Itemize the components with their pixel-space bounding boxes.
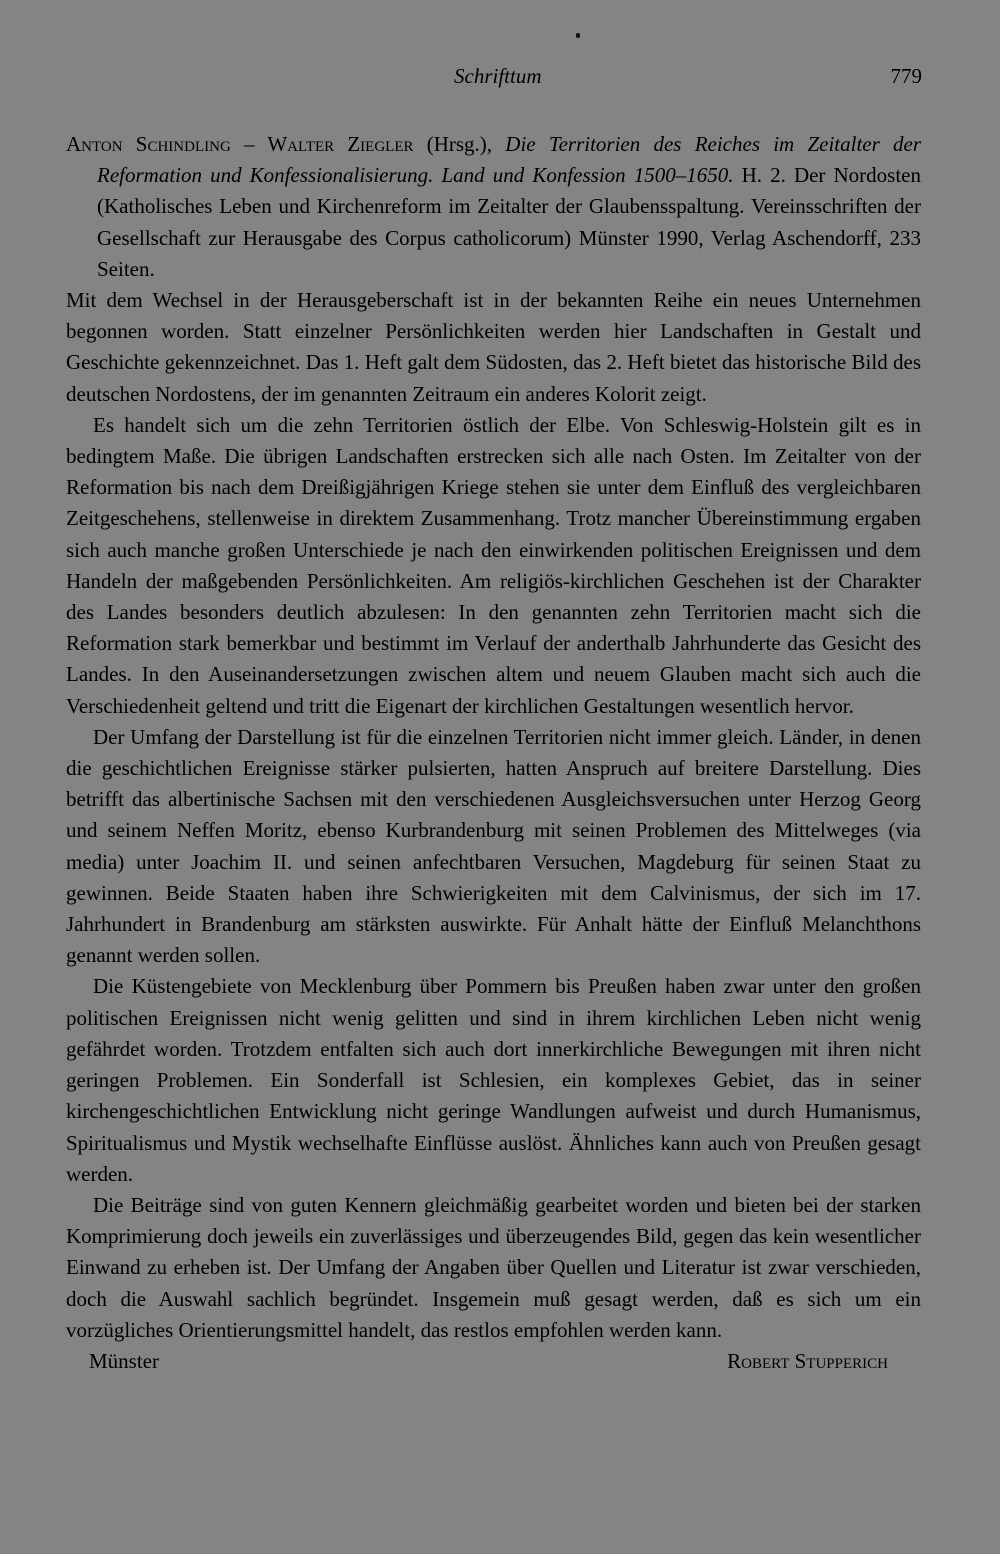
- paragraph-3: Der Umfang der Darstellung ist für die einzelnen Territorien nicht immer gleich. Länder, in denen die geschichtlichen Ereignisse stärker pulsierten, hatten Anspruch auf breitere Darstellung. Dies betrifft das albertinische Sachsen mit den verschiedenen Ausgleichsversuchen unter Herzog Georg und seinem Neffen Moritz, ebenso Kurbrandenburg mit seinen Problemen des Mittelweges (via media) unter Joachim II. und seinen anfechtbaren Versuchen, Magdeburg für seinen Staat zu gewinnen. Beide Staaten haben ihre Schwierigkeiten mit dem Calvinismus, der sich im 17. Jahrhundert in Brandenburg am stärksten auswirkte. Für Anhalt hätte der Einfluß Melanchthons genannt werden sollen.: [66, 724, 921, 968]
- book-title: Die Territorien des Reiches im Zeitalter der Reformation und Konfessionalisierung. Land und Konfession 1500–1650.: [97, 132, 921, 188]
- signature-place: Münster: [89, 1348, 159, 1373]
- review-body: [66, 129, 921, 1378]
- editors: Anton Schindling – Walter Ziegler: [66, 132, 414, 156]
- paragraph-1: Mit dem Wechsel in der Herausgeberschaft ist in der bekannten Reihe ein neues Unternehmen begonnen worden. Statt einzelner Persönlichkeiten werden hier Landschaften in Gestalt und Geschichte gekennzeichnet. Das 1. Heft galt dem Südosten, das 2. Heft bietet das historische Bild des deutschen Nordostens, der im genannten Zeitraum ein anderes Kolorit zeigt.: [66, 288, 921, 406]
- bibliographic-entry: [66, 129, 921, 285]
- page-number: 779: [890, 64, 922, 88]
- paragraph-4: Die Küstengebiete von Mecklenburg über Pommern bis Preußen haben zwar unter den großen politischen Ereignissen nicht wenig gelitten und sind in ihrem kirchlichen Leben nicht wenig gefährdet worden. Trotzdem entfalten sich auch dort innerkirchliche Bewegungen mit ihren nicht geringen Problemen. Ein Sonderfall ist Schlesien, ein komplexes Gebiet, das in seiner kirchengeschichtlichen Entwicklung nicht geringe Wandlungen aufweist und durch Humanismus, Spiritualismus und Mystik wechselhafte Einflüsse auslöst. Ähnliches kann auch von Preußen gesagt werden.: [66, 974, 921, 1186]
- scan-speck: [576, 33, 580, 38]
- section-title: Schrifttum: [454, 64, 542, 88]
- reviewer-name: Robert Stupperich: [727, 1348, 888, 1373]
- running-head: [0, 64, 1000, 94]
- paragraph-5: Die Beiträge sind von guten Kennern gleichmäßig gearbeitet worden und bieten bei der starken Komprimierung doch jeweils ein zuverlässiges und überzeugendes Bild, gegen das kein wesentlicher Einwand zu erheben ist. Der Umfang der Angaben über Quellen und Literatur ist zwar verschieden, doch die Auswahl sachlich begründet. Insgemein muß gesagt werden, daß es sich um ein vorzügliches Orientierungsmittel handelt, das restlos empfohlen werden kann.: [66, 1192, 921, 1342]
- paragraph-2: Es handelt sich um die zehn Territorien östlich der Elbe. Von Schleswig-Holstein gilt es in bedingtem Maße. Die übrigen Landschaften erstrecken sich alle nach Osten. Im Zeitalter von der Reformation bis nach dem Dreißigjährigen Kriege stehen sie unter dem Einfluß des vergleichbaren Zeitgeschehens, stellenweise in direktem Zusammenhang. Trotz mancher Übereinstimmung ergaben sich auch manche großen Unterschiede je nach den einwirkenden politischen Ereignissen und dem Handeln der maßgebenden Persönlichkeiten. Am religiös-kirchlichen Geschehen ist der Charakter des Landes besonders deutlich abzulesen: In den genannten zehn Territorien macht sich die Reformation stark bemerkbar und bestimmt im Verlauf der anderthalb Jahrhunderte das Gesicht des Landes. In den Auseinandersetzungen zwischen altem und neuem Glauben macht sich auch die Verschiedenheit geltend und tritt die Eigenart der kirchlichen Gestaltungen wesentlich hervor.: [66, 412, 921, 718]
- signature-line: [66, 1346, 921, 1378]
- publication-details: H. 2. Der Nordosten (Katholisches Leben und Kirchenreform im Zeitalter der Glaubensspaltung. Vereinsschriften der Gesellschaft zur Herausgabe des Corpus catholicorum) Münster 1990, Verlag Aschendorff, 233 Seiten.: [97, 163, 921, 281]
- editor-note: (Hrsg.),: [413, 132, 506, 156]
